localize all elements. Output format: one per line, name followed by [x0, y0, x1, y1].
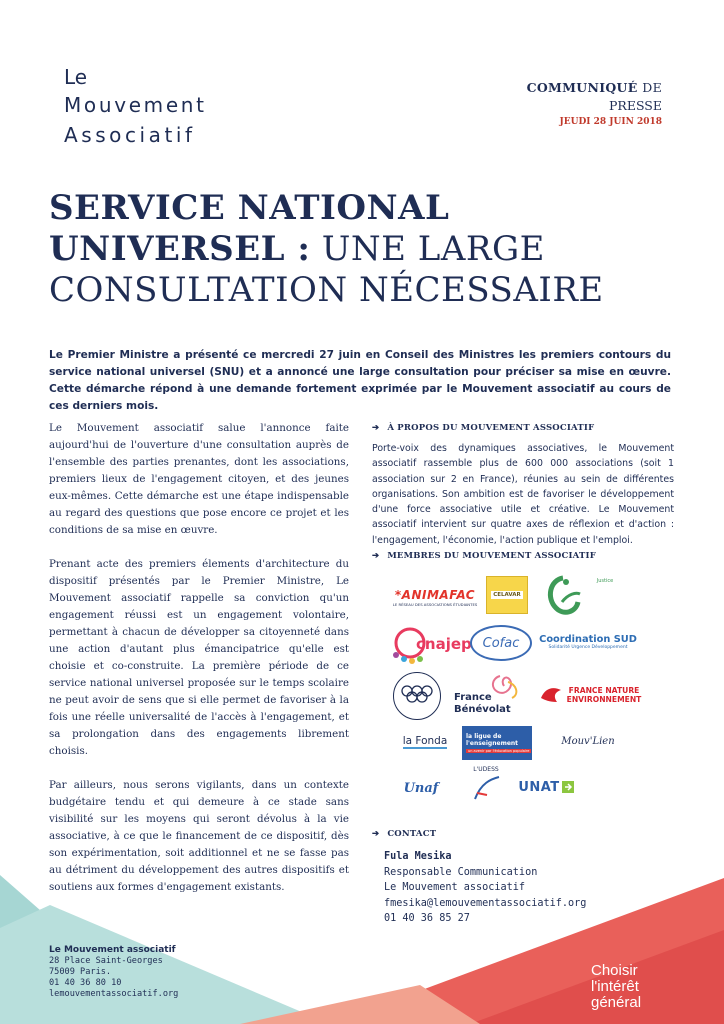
fonda-name: la Fonda — [402, 735, 448, 747]
contact-email[interactable]: fmesika@lemouvementassociatif.org — [384, 897, 587, 909]
release-date: JEUDI 28 JUIN 2018 — [559, 117, 662, 127]
ligue-line1: la ligue de — [466, 733, 502, 740]
animafac-tagline: LE RÉSEAU DES ASSOCIATIONS ÉTUDIANTES — [392, 601, 478, 607]
logo-line-1: Le — [64, 65, 88, 89]
intro-paragraph: Le Premier Ministre a présenté ce mercredi 27 juin en Conseil des Ministres les premiers contours du service national universel (SNU) et a annoncé une large consultation pour préciser sa mise en œuvre. Cette démarche répond à une demande fortement exprimée par le Mouvement associatif au cours de ces derniers mois. — [49, 349, 671, 412]
title-line-2-bold: UNIVERSEL : — [49, 229, 311, 269]
contact-role: Responsable Communication — [384, 866, 538, 878]
mouvement-lien-name: Mouv'Lien — [561, 735, 615, 747]
arrow-right-icon: ➔ — [372, 829, 380, 839]
body-paragraph-1: Le Mouvement associatif salue l'annonce faite aujourd'hui de l'ouverture d'une consultation auprès de l'ensemble des parties prenantes, dont les associations, premiers lieux de l'engagement citoyen, et des jeunes eux-mêmes. Cette démarche est une étape indispensable au regard des questions que pose encore ce projet et les conditions de sa mise en œuvre. — [49, 422, 349, 536]
ligue-tagline: un avenir par l'éducation populaire — [468, 749, 530, 753]
unaf-name: Unaf — [403, 780, 439, 796]
title-line-1: SERVICE NATIONAL — [49, 188, 450, 228]
cofac-name: Cofac — [482, 635, 520, 651]
contact-phone: 01 40 36 85 27 — [384, 913, 470, 925]
coordination-sud-tagline: Solidarité Urgence Développement — [548, 645, 628, 650]
body-paragraph-2: Prenant acte des premiers élements d'architecture du dispositif présentés par le Premier Ministre, Le Mouvement associatif rappelle sa conviction qu'un engagement réussi est un engagement volontaire, permettant à chacun de développer sa citoyenneté dans une action d'autant plus émancipatrice qu'elle est choisie et co-construite. La première période de ce service national universel proposée sur le temps scolaire ne peut avoir de sens que si elle permet de favoriser à la fois une réelle universalité de l'accès à l'engagement, et sa prolongation dans des engagements librement choisis. — [49, 558, 349, 757]
members-heading-text: MEMBRES DU MOUVEMENT ASSOCIATIF — [387, 551, 596, 561]
ligue-line2: l'enseignement — [466, 740, 519, 747]
logo-line-2: Mouvement — [64, 93, 204, 117]
france-benevolat-line1: France — [454, 692, 492, 703]
footer-address-line2: 75009 Paris. — [49, 967, 112, 977]
footer-org-name: Le Mouvement associatif — [49, 945, 176, 955]
about-text: Porte-voix des dynamiques associatives, le Mouvement associatif rassemble plus de 600 000 associations (soit 1 association sur 2 en France), réunies au sein de différentes organisations. Son ambition est de favoriser le développement d'une force associative utile et créative. Le Mouvement associatif intervient sur quatre axes de réflexion et d'action : l'engagement, l'économie, l'action publique et l'emploi. — [372, 443, 674, 546]
footer-address — [49, 945, 178, 1000]
communique-text: COMMUNIQUÉ — [526, 80, 638, 95]
title-line-3: CONSULTATION NÉCESSAIRE — [49, 270, 604, 310]
about-heading-text: À PROPOS DU MOUVEMENT ASSOCIATIF — [387, 423, 595, 433]
footer-slogan — [591, 963, 641, 1011]
body-paragraph-3: Par ailleurs, nous serons vigilants, dans un contexte budgétaire tendu et qui demeure à ce stade sans visibilité sur les moyens qui seront dévolus à la vie associative, à ce que le financement de ce dispositif, dès son expérimentation, soit additionnel et ne se fasse pas au détriment du développement des autres dispositifs et soutiens aux formes d'engagement existants. — [49, 779, 349, 893]
contact-heading-text: CONTACT — [387, 829, 437, 839]
slogan-line3: général — [591, 994, 642, 1011]
logo-line-3: Associatif — [64, 123, 192, 147]
de-text: DE — [642, 80, 662, 95]
contact-org: Le Mouvement associatif — [384, 882, 526, 894]
arrow-right-icon: ➔ — [372, 423, 380, 433]
justice-name: Justice — [596, 578, 614, 584]
footer-phone: 01 40 36 80 10 — [49, 978, 122, 988]
footer-address-line1: 28 Place Saint-Georges — [49, 956, 163, 966]
coordination-sud-name: Coordination SUD — [539, 634, 637, 645]
presse-label: PRESSE — [609, 98, 662, 113]
slogan-line2: l'intérêt — [591, 978, 639, 995]
title-line-2-light: UNE LARGE — [310, 229, 546, 269]
celavar-name: CELAVAR — [493, 592, 521, 598]
arrow-right-icon: ➔ — [372, 551, 380, 561]
footer-website[interactable]: lemouvementassociatif.org — [49, 989, 179, 999]
unat-name: UNAT — [518, 779, 560, 795]
cnajep-name: cnajep — [416, 635, 472, 653]
slogan-line1: Choisir — [591, 962, 638, 979]
fne-line2: ENVIRONNEMENT — [566, 695, 642, 704]
animafac-name: *ANIMAFAC — [394, 587, 476, 602]
udess-name: L'UDESS — [473, 766, 499, 773]
contact-name: Fula Mesika — [384, 851, 452, 862]
france-benevolat-line2: Bénévolat — [454, 704, 511, 715]
fne-line1: FRANCE NATURE — [568, 686, 640, 695]
